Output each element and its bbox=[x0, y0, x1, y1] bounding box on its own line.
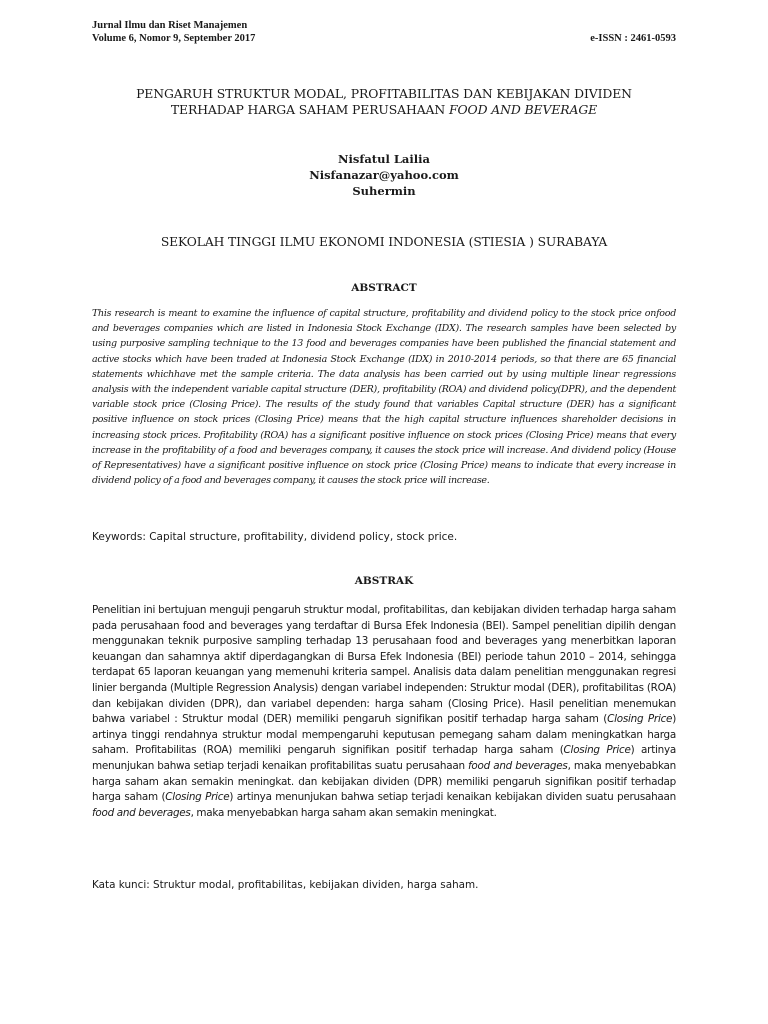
issn-number: e-ISSN : 2461-0593 bbox=[590, 32, 676, 44]
abstrak-italic-term: food and beverages bbox=[92, 806, 191, 819]
title-line-2 bbox=[92, 102, 676, 118]
title-line-1: PENGARUH STRUKTUR MODAL, PROFITABILITAS DAN KEBIJAKAN DIVIDEN bbox=[136, 86, 632, 101]
author-block bbox=[92, 151, 676, 199]
abstract-text: This research is meant to examine the influence of capital structure, profitability and dividend policy to the stock price onfood and beverages companies which are listed in Indonesia Stock Exchange (IDX). The research samples have been selected by using purposive sampling technique to the 13 food and beverages companies have been published the financial statement and active stocks which have been traded at Indonesia Stock Exchange (IDX) in 2010-2014 periods, so that there are 65 financial statements whichhave met the sample criteria. The data analysis has been carried out by using multiple linear regressions analysis with the independent variable capital structure (DER), profitability (ROA) and dividend policy(DPR), and the dependent variable stock price (Closing Price). The results of the study found that variables Capital structure (DER) has a significant positive influence on stock prices (Closing Price) means that the high capital structure influences shareholder decisions in increasing stock prices. Profitability (ROA) has a significant positive influence on stock prices (Closing Price) means that every increase in the profitability of a food and beverages company, it causes the stock price will increase. And dividend policy (House of Representatives) have a significant positive influence on stock price (Closing Price) means to indicate that every increase in dividend policy of a food and beverages company, it causes the stock price will increase. bbox=[92, 308, 676, 487]
abstrak-italic-term: food and beverages bbox=[468, 759, 568, 772]
abstrak-text bbox=[92, 603, 676, 821]
keywords-line: Keywords: Capital structure, profitability, dividend policy, stock price. bbox=[92, 531, 458, 543]
abstrak-segment: ) artinya menunjukan bahwa setiap terjadi kenaikan kebijakan dividen suatu perusahaan bbox=[229, 791, 677, 804]
abstrak-segment: , maka menyebabkan harga saham akan semakin meningkat. bbox=[190, 806, 497, 819]
abstract-heading: ABSTRACT bbox=[351, 282, 417, 294]
abstrak-segment: ) artinya tinggi rendahnya struktur modal mempengaruhi keputusan pemegang saham dalam meningkatkan harga saham. Profitabilitas (ROA) memiliki pengaruh signifikan positif terhadap harga saham ( bbox=[92, 713, 677, 757]
abstrak-segment: , maka menyebabkan harga saham akan semakin meningkat. dan kebijakan dividen (DPR) memiliki pengaruh signifikan positif terhadap harga saham ( bbox=[92, 759, 676, 804]
co-author-name: Suhermin bbox=[352, 184, 416, 198]
abstrak-italic-term: Closing Price bbox=[607, 713, 673, 726]
abstrak-heading: ABSTRAK bbox=[354, 575, 414, 587]
journal-name: Jurnal Ilmu dan Riset Manajemen bbox=[92, 20, 248, 31]
title-line-2-italic: FOOD AND BEVERAGE bbox=[448, 102, 598, 117]
institution-name: SEKOLAH TINGGI ILMU EKONOMI INDONESIA (STIESIA ) SURABAYA bbox=[160, 235, 608, 249]
author-email: Nisfanazar@yahoo.com bbox=[309, 168, 459, 182]
abstrak-segment: Penelitian ini bertujuan menguji pengaruh struktur modal, profitabilitas, dan kebijakan dividen terhadap harga saham pada perusahaan food and beverages yang terdaftar di Bursa Efek Indonesia (BEI). Sampel penelitian dipilih dengan menggunakan teknik purposive sampling terhadap 13 perusahaan food and beverages yang menerbitkan laporan keuangan dan sahamnya aktif diperdagangkan di Bursa Efek Indonesia (BEI) periode tahun 2010 – 2014, sehingga terdapat 65 laporan keuangan yang memenuhi kriteria sampel. Analisis data dalam penelitian menggunakan regresi linier berganda (Multiple Regression Analysis) dengan variabel independen: Struktur modal (DER), profitabilitas (ROA) dan kebijakan dividen (DPR), dan variabel dependen: harga saham (Closing Price). Hasil penelitian menemukan bahwa variabel : Struktur modal (DER) memiliki pengaruh signifikan positif terhadap harga saham ( bbox=[92, 604, 676, 726]
author-name: Nisfatul Lailia bbox=[338, 152, 430, 166]
title-line-2-text: TERHADAP HARGA SAHAM PERUSAHAAN bbox=[170, 102, 449, 117]
abstrak-italic-term: Closing Price bbox=[165, 791, 230, 804]
abstrak-segment: ) artinya menunjukan bahwa setiap terjadi kenaikan profitabilitas suatu perusahaan bbox=[92, 744, 677, 772]
abstrak-italic-term: Closing Price bbox=[563, 744, 631, 757]
paper-title bbox=[92, 86, 676, 118]
running-header bbox=[92, 20, 676, 45]
volume-info: Volume 6, Nomor 9, September 2017 bbox=[92, 32, 256, 44]
kata-kunci-line: Kata kunci: Struktur modal, profitabilitas, kebijakan dividen, harga saham. bbox=[92, 879, 479, 891]
